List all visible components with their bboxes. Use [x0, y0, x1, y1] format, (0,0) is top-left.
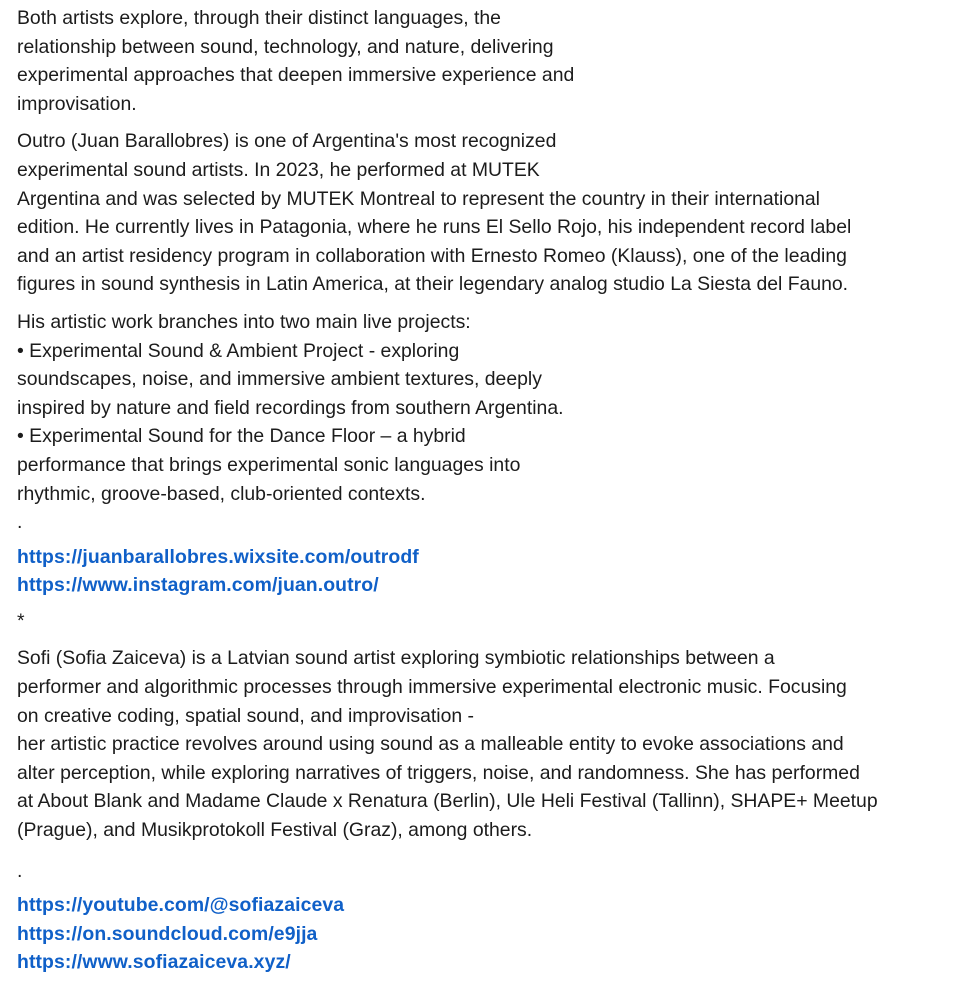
- sofi-links: [17, 891, 952, 977]
- text-line: at About Blank and Madame Claude x Renatura (Berlin), Ule Heli Festival (Tallinn), SHAPE+ Meetup: [17, 790, 878, 813]
- text-line: figures in sound synthesis in Latin America, at their legendary analog studio La Siesta del Fauno.: [17, 273, 849, 296]
- outro-links: [17, 543, 952, 600]
- text-line: her artistic practice revolves around using sound as a malleable entity to evoke associations and: [17, 733, 844, 756]
- text-line: His artistic work branches into two main live projects:: [17, 310, 471, 333]
- dot-separator: .: [17, 859, 23, 882]
- sofi-bio-paragraph: [17, 644, 952, 844]
- sofi-website-link[interactable]: https://www.sofiazaiceva.xyz/: [17, 951, 291, 974]
- sofi-youtube-link[interactable]: https://youtube.com/@sofiazaiceva: [17, 894, 345, 917]
- text-line: inspired by nature and field recordings from southern Argentina.: [17, 396, 564, 419]
- text-line: Outro (Juan Barallobres) is one of Argentina's most recognized: [17, 130, 557, 153]
- text-line: performance that brings experimental sonic languages into: [17, 453, 521, 476]
- intro-paragraph: [17, 4, 952, 118]
- text-line: alter perception, while exploring narratives of triggers, noise, and randomness. She has performed: [17, 761, 860, 784]
- asterisk-separator: *: [17, 609, 25, 632]
- text-line: (Prague), and Musikprotokoll Festival (Graz), among others.: [17, 819, 533, 842]
- text-line: Sofi (Sofia Zaiceva) is a Latvian sound artist exploring symbiotic relationships between a: [17, 647, 775, 670]
- outro-instagram-link[interactable]: https://www.instagram.com/juan.outro/: [17, 574, 379, 597]
- text-line: improvisation.: [17, 92, 137, 115]
- outro-bio-paragraph: [17, 127, 952, 299]
- outro-projects-paragraph: [17, 308, 952, 508]
- dot-separator: .: [17, 511, 23, 534]
- text-line: experimental sound artists. In 2023, he performed at MUTEK: [17, 158, 540, 181]
- text-line: soundscapes, noise, and immersive ambient textures, deeply: [17, 368, 542, 391]
- outro-website-link[interactable]: https://juanbarallobres.wixsite.com/outrodf: [17, 545, 419, 568]
- list-item: • Experimental Sound & Ambient Project - exploring: [17, 339, 460, 362]
- text-line: experimental approaches that deepen immersive experience and: [17, 64, 575, 87]
- list-item: • Experimental Sound for the Dance Floor – a hybrid: [17, 425, 466, 448]
- text-line: edition. He currently lives in Patagonia, where he runs El Sello Rojo, his independent record label: [17, 216, 852, 239]
- text-line: relationship between sound, technology, and nature, delivering: [17, 35, 554, 58]
- text-line: and an artist residency program in collaboration with Ernesto Romeo (Klauss), one of the leading: [17, 244, 847, 267]
- text-line: rhythmic, groove-based, club-oriented contexts.: [17, 482, 426, 505]
- text-line: on creative coding, spatial sound, and improvisation -: [17, 704, 475, 727]
- post-body: [17, 4, 952, 977]
- text-line: Argentina and was selected by MUTEK Montreal to represent the country in their international: [17, 187, 820, 210]
- text-line: Both artists explore, through their distinct languages, the: [17, 7, 501, 29]
- text-line: performer and algorithmic processes through immersive experimental electronic music. Focusing: [17, 676, 847, 699]
- sofi-soundcloud-link[interactable]: https://on.soundcloud.com/e9jja: [17, 922, 318, 945]
